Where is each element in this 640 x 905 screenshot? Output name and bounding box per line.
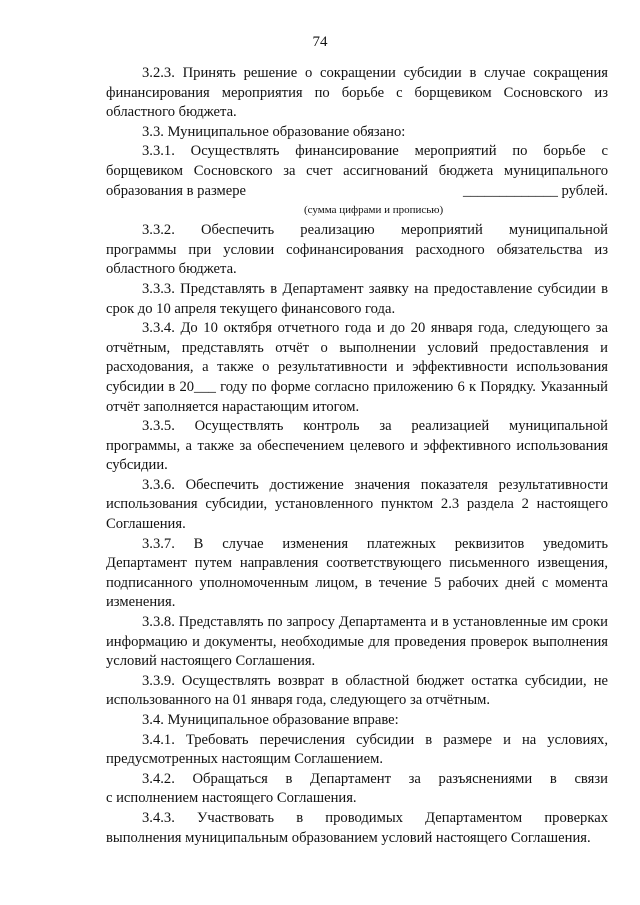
clause-3-4-3: 3.4.3. Участвовать в проводимых Департаментом проверках выполнения муниципальным образованием условий настоящего Соглашения. [106,809,608,846]
clause-3-3-heading: 3.3. Муниципальное образование обязано: [142,123,406,140]
amount-note: (сумма цифрами и прописью) [304,204,444,217]
clause-3-4-2: 3.4.2. Обращаться в Департамент за разъяснениями в связи с исполнением настоящего Соглашения. [106,770,608,807]
clause-3-3-9: 3.3.9. Осуществлять возврат в областной бюджет остатка субсидии, не использованного на 01 января года, следующего за отчётным. [106,672,608,709]
amount-blank: _____________ рублей. [463,182,608,199]
clause-3-3-2: 3.3.2. Обеспечить реализацию мероприятий муниципальной программы при условии софинансирования расходного обязательства из областного бюджета. [106,222,608,278]
page-number: 74 [312,34,328,50]
clause-3-3-7: 3.3.7. В случае изменения платежных реквизитов уведомить Департамент путем направления соответствующего письменного извещения, подписанного уполномоченным лицом, в течение 5 рабочих дней с момента изменения. [106,535,608,611]
clause-3-2-3: 3.2.3. Принять решение о сокращении субсидии в случае сокращения финансирования мероприятия по борьбе с борщевиком Сосновского из областного бюджета. [106,65,608,121]
clause-3-3-8: 3.3.8. Представлять по запросу Департамента и в установленные им сроки информацию и документы, необходимые для проведения проверок выполнения условий настоящего Соглашения. [106,614,608,670]
clause-3-3-5: 3.3.5. Осуществлять контроль за реализацией муниципальной программы, а также за обеспечением целевого и эффективного использования субсидии. [106,418,608,474]
document-body [106,64,608,848]
amount-line [106,182,608,202]
clause-3-4-heading: 3.4. Муниципальное образование вправе: [142,712,399,728]
clause-3-4-1: 3.4.1. Требовать перечисления субсидии в размере и на условиях, предусмотренных настоящим Соглашением. [106,731,608,768]
clause-3-3-1: 3.3.1. Осуществлять финансирование мероприятий по борьбе с борщевиком Сосновского за счет ассигнований бюджета муниципального образования в размере _____________ рублей. (сумма цифрами и прописью) [106,143,608,217]
clause-3-3-4: 3.3.4. До 10 октября отчетного года и до 20 января года, следующего за отчётным, представлять отчёт о выполнении условий предоставления и расходования, а также о результативности и эффективности использования субсидии в 20___ году по форме согласно приложению 6 к Порядку. Указанный отчёт заполняется нарастающим итогом. [106,320,608,415]
clause-3-3-3: 3.3.3. Представлять в Департамент заявку на предоставление субсидии в срок до 10 апреля текущего финансового года. [106,280,608,317]
amount-label: образования в размере [106,182,246,199]
clause-3-3-6: 3.3.6. Обеспечить достижение значения показателя результативности использования субсидии, установленного пунктом 2.3 раздела 2 настоящего Соглашения. [106,476,608,533]
clause-3-3-1-line-1: 3.3.1. Осуществлять финансирование мероприятий по борьбе с [142,143,608,160]
